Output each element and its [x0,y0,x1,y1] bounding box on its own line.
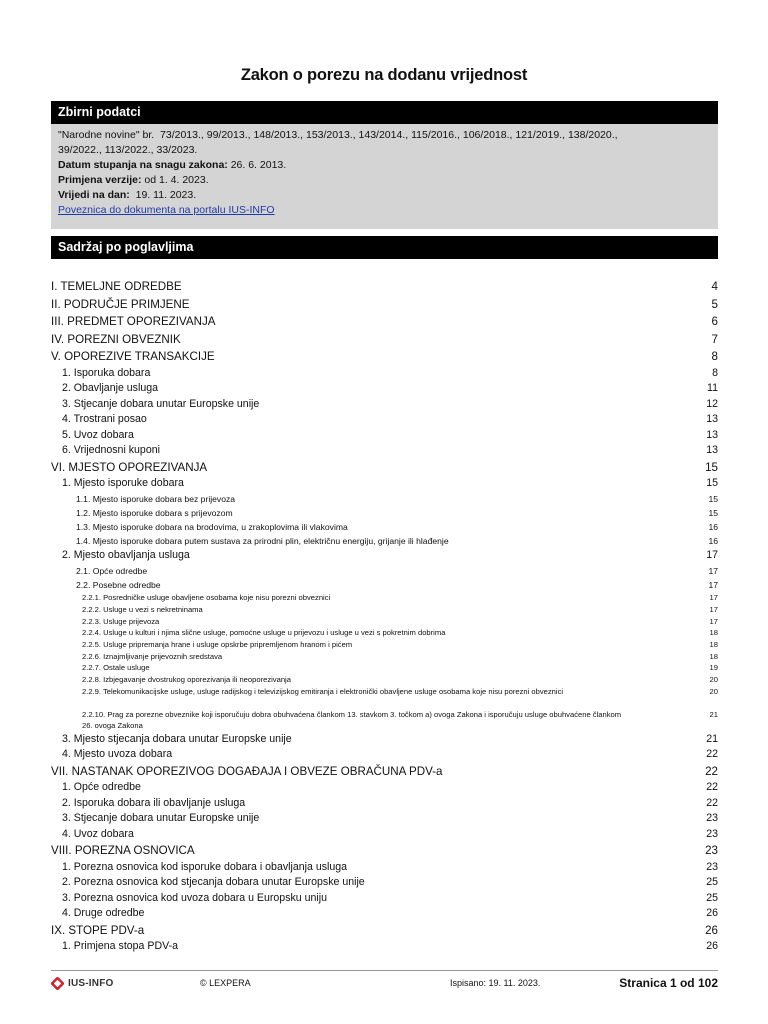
toc-entry-title: 2. Mjesto obavljanja usluga [62,549,190,562]
toc-entry-page: 25 [706,891,718,904]
toc-entry[interactable] [0,906,768,922]
toc-entry-title: VI. MJESTO OPOREZIVANJA [51,460,208,474]
toc-header: Sadržaj po poglavljima [51,236,718,259]
table-of-contents [0,278,768,955]
toc-entry-title: 1. Primjena stopa PDV-a [62,940,178,953]
toc-entry-title: II. PODRUČJE PRIMJENE [51,297,190,311]
toc-entry-page: 22 [706,796,718,809]
toc-entry-page: 12 [706,397,718,410]
toc-entry-title: VIII. POREZNA OSNOVICA [51,844,195,858]
toc-entry[interactable] [0,616,768,628]
toc-entry[interactable] [0,639,768,651]
toc-entry[interactable] [0,366,768,382]
valid-label: Vrijedi na dan: [58,189,130,201]
toc-entry-page: 17 [709,616,718,626]
toc-entry-page: 23 [706,812,718,825]
toc-entry-page: 11 [707,382,718,394]
ius-info-link[interactable]: Poveznica do dokumenta na portalu IUS-INFO [58,204,275,216]
toc-entry-title: 4. Uvoz dobara [62,827,134,840]
copyright: © LEXPERA [200,978,251,988]
toc-entry-title: 2. Porezna osnovica kod stjecanja dobara unutar Europske unije [62,876,365,889]
toc-entry-title: 4. Druge odredbe [62,907,145,920]
toc-entry[interactable] [0,922,768,940]
toc-entry-page: 16 [708,521,718,532]
toc-entry-page: 7 [711,332,718,346]
logo-text: IUS-INFO [68,977,114,989]
toc-entry-title: 5. Uvoz dobara [62,428,134,441]
applies-version [58,173,711,188]
toc-entry[interactable] [0,397,768,413]
toc-entry[interactable] [0,412,768,428]
ius-info-logo [51,976,114,990]
toc-entry-page: 13 [706,413,718,425]
toc-entry-title: 2.2.1. Posredničke usluge obavljene osobama koje nisu porezni obveznici [82,593,331,603]
page-footer [0,976,768,992]
valid-on [58,188,711,203]
toc-entry-page: 26 [706,940,718,953]
toc-entry[interactable] [0,763,768,781]
toc-entry-title: III. PREDMET OPOREZIVANJA [51,315,216,328]
toc-entry-page: 22 [705,764,718,778]
toc-entry-page: 15 [705,460,718,474]
toc-entry-page: 17 [709,593,718,603]
toc-entry-title: 1. Porezna osnovica kod isporuke dobara i obavljanja usluga [62,860,348,873]
toc-entry-page: 8 [711,350,718,363]
toc-entry-title: 2.2.9. Telekomunikacijske usluge, usluge radijskog i televizijskog emitiranja i elektronički obavljene usluge osobama koje nisu porezni obveznici [82,686,564,696]
toc-entry-page: 17 [708,565,718,576]
toc-entry-title: 2.2.4. Usluge u kulturi i njima slične usluge, pomoćne usluge u prijevozu i usluge u vezi s pokretnim dobrima [82,628,446,638]
gazette-numbers: 73/2013., 99/2013., 148/2013., 153/2013., 143/2014., 115/2016., 106/2018., 121/2019., 138/2020., [160,129,618,141]
toc-entry[interactable] [0,534,768,548]
toc-entry-title: 1. Opće odredbe [62,781,141,794]
toc-entry-title: 6. Vrijednosni kuponi [62,444,160,456]
toc-entry-title: 2.2.5. Usluge pripremanja hrane i usluge opskrbe pripremljenom hranom i pićem [82,639,353,649]
document-title: Zakon o porezu na dodanu vrijednost [240,66,528,84]
toc-entry[interactable] [0,548,768,564]
effective-date [58,158,711,173]
toc-entry[interactable] [0,443,768,459]
toc-entry-page: 18 [709,651,718,661]
toc-entry-title: 2.2.3. Usluge prijevoza [82,616,160,626]
toc-entry-page: 17 [708,579,718,590]
toc-entry-page: 26 [706,907,718,920]
toc-entry-title: 2.2.2. Usluge u vezi s nekretninama [82,604,203,614]
toc-entry-page: 18 [709,639,718,649]
toc-entry[interactable] [0,674,768,686]
toc-entry[interactable] [0,506,768,520]
toc-entry[interactable] [0,459,768,477]
toc-entry[interactable] [0,662,768,674]
toc-entry-title: 2. Isporuka dobara ili obavljanje usluga [62,796,246,809]
toc-entry-title: 1.1. Mjesto isporuke dobara bez prijevoza [76,493,236,504]
valid-value: 19. 11. 2023. [135,189,197,201]
toc-entry-title: 3. Porezna osnovica kod uvoza dobara u Europsku uniju [62,891,328,904]
toc-entry-title: 3. Stjecanje dobara unutar Europske unije [62,397,260,410]
toc-entry-page: 17 [709,604,718,614]
toc-entry-title: 1.4. Mjesto isporuke dobara putem sustava za prirodni plin, električnu energiju, grijanje ili hlađenje [76,536,449,547]
toc-entry[interactable] [0,604,768,616]
toc-entry[interactable] [0,860,768,876]
toc-entry[interactable] [0,476,768,492]
toc-entry[interactable] [0,313,768,331]
toc-entry[interactable] [0,651,768,663]
toc-entry-title: 2.2.6. Iznajmljivanje prijevoznih sredstava [82,651,223,661]
toc-entry-page: 20 [709,686,718,696]
toc-entry[interactable] [0,780,768,796]
toc-entry[interactable] [0,875,768,891]
toc-entry-title: V. OPOREZIVE TRANSAKCIJE [51,350,215,363]
toc-entry-page: 23 [705,844,718,858]
toc-entry-title: IV. POREZNI OBVEZNIK [51,332,181,346]
toc-entry-title: 2.2.7. Ostale usluge [82,663,150,673]
toc-entry-page: 6 [711,315,718,328]
toc-entry-title: VII. NASTANAK OPOREZIVOG DOGAĐAJA I OBVEZE OBRAČUNA PDV-a [51,764,443,778]
toc-entry-title: 1.2. Mjesto isporuke dobara s prijevozom [76,507,233,518]
toc-entry[interactable] [0,578,768,592]
page-number: Stranica 1 od 102 [619,976,718,990]
toc-entry[interactable] [0,278,768,296]
toc-entry-title: 2.2.10. Prag za porezne obveznike koji isporučuju dobra obuhvaćena člankom 13. stavkom 3. točkom a) ovoga Zakona i isporučuju usluge obuhvaćene člankom 26. ovoga Zakona [82,709,622,730]
toc-entry-page: 4 [711,280,718,293]
toc-entry-page: 8 [712,366,718,379]
gazette-numbers-continued: 39/2022., 113/2022., 33/2023. [58,144,198,156]
toc-entry[interactable] [0,939,768,955]
toc-entry-page: 22 [706,748,718,761]
toc-entry[interactable] [0,891,768,907]
toc-entry-title: I. TEMELJNE ODREDBE [51,280,182,293]
toc-entry[interactable] [0,747,768,763]
toc-entry-title: 1. Mjesto isporuke dobara [62,477,184,489]
toc-entry[interactable] [0,709,768,732]
toc-entry-title: 3. Stjecanje dobara unutar Europske unije [62,812,260,825]
toc-entry[interactable] [0,732,768,748]
toc-entry-title: 3. Mjesto stjecanja dobara unutar Europske unije [62,732,292,745]
toc-entry[interactable] [0,296,768,314]
toc-entry[interactable] [0,520,768,534]
toc-entry[interactable] [0,827,768,843]
toc-entry[interactable] [0,564,768,578]
toc-entry-title: 2.2. Posebne odredbe [76,579,161,590]
toc-entry-page: 15 [706,477,718,489]
toc-entry-page: 13 [706,444,718,456]
toc-entry-page: 15 [708,507,718,518]
toc-entry[interactable] [0,842,768,860]
toc-entry-title: 2.1. Opće odredbe [76,565,148,576]
toc-entry[interactable] [0,348,768,366]
toc-entry-title: 2. Obavljanje usluga [62,382,158,394]
toc-entry-page: 15 [708,493,718,504]
summary-box [51,124,718,229]
toc-entry[interactable] [0,811,768,827]
toc-entry-page: 16 [708,536,718,547]
toc-entry-title: 4. Trostrani posao [62,413,147,425]
toc-entry-page: 5 [711,297,718,311]
toc-entry[interactable] [0,686,768,709]
toc-entry-page: 23 [706,860,718,873]
toc-entry[interactable] [0,428,768,444]
effective-label: Datum stupanja na snagu zakona: [58,159,228,171]
toc-entry-title: 4. Mjesto uvoza dobara [62,748,173,761]
toc-entry-title: 1.3. Mjesto isporuke dobara na brodovima, u zrakoplovima ili vlakovima [76,521,348,532]
toc-entry-page: 18 [709,628,718,638]
gazette-label: "Narodne novine" br. [58,129,155,141]
gazette-line [58,128,711,143]
toc-entry-page: 25 [706,876,718,889]
toc-entry[interactable] [0,331,768,349]
toc-entry[interactable] [0,492,768,506]
toc-entry-title: 1. Isporuka dobara [62,366,151,379]
toc-entry-page: 13 [706,428,718,441]
toc-entry-page: 19 [709,663,718,673]
footer-divider [51,970,718,971]
toc-entry[interactable] [0,627,768,639]
summary-header: Zbirni podatci [51,101,718,124]
toc-entry-title: IX. STOPE PDV-a [51,923,145,937]
toc-entry[interactable] [0,592,768,604]
toc-entry-page: 17 [706,549,718,562]
ius-info-logo-icon [50,976,64,990]
toc-entry-title: 2.2.8. Izbjegavanje dvostrukog oporezivanja ili neoporezivanja [82,674,291,684]
toc-entry[interactable] [0,381,768,397]
applies-value: od 1. 4. 2023. [144,174,209,186]
printed-date: Ispisano: 19. 11. 2023. [450,978,541,988]
toc-entry-page: 22 [706,781,718,794]
toc-entry-page: 21 [709,709,718,719]
applies-label: Primjena verzije: [58,174,142,186]
toc-entry-page: 21 [706,732,718,745]
toc-entry-page: 23 [706,827,718,840]
toc-entry-page: 26 [705,923,718,937]
effective-value: 26. 6. 2013. [230,159,287,171]
toc-entry-page: 20 [709,674,718,684]
toc-entry[interactable] [0,796,768,812]
